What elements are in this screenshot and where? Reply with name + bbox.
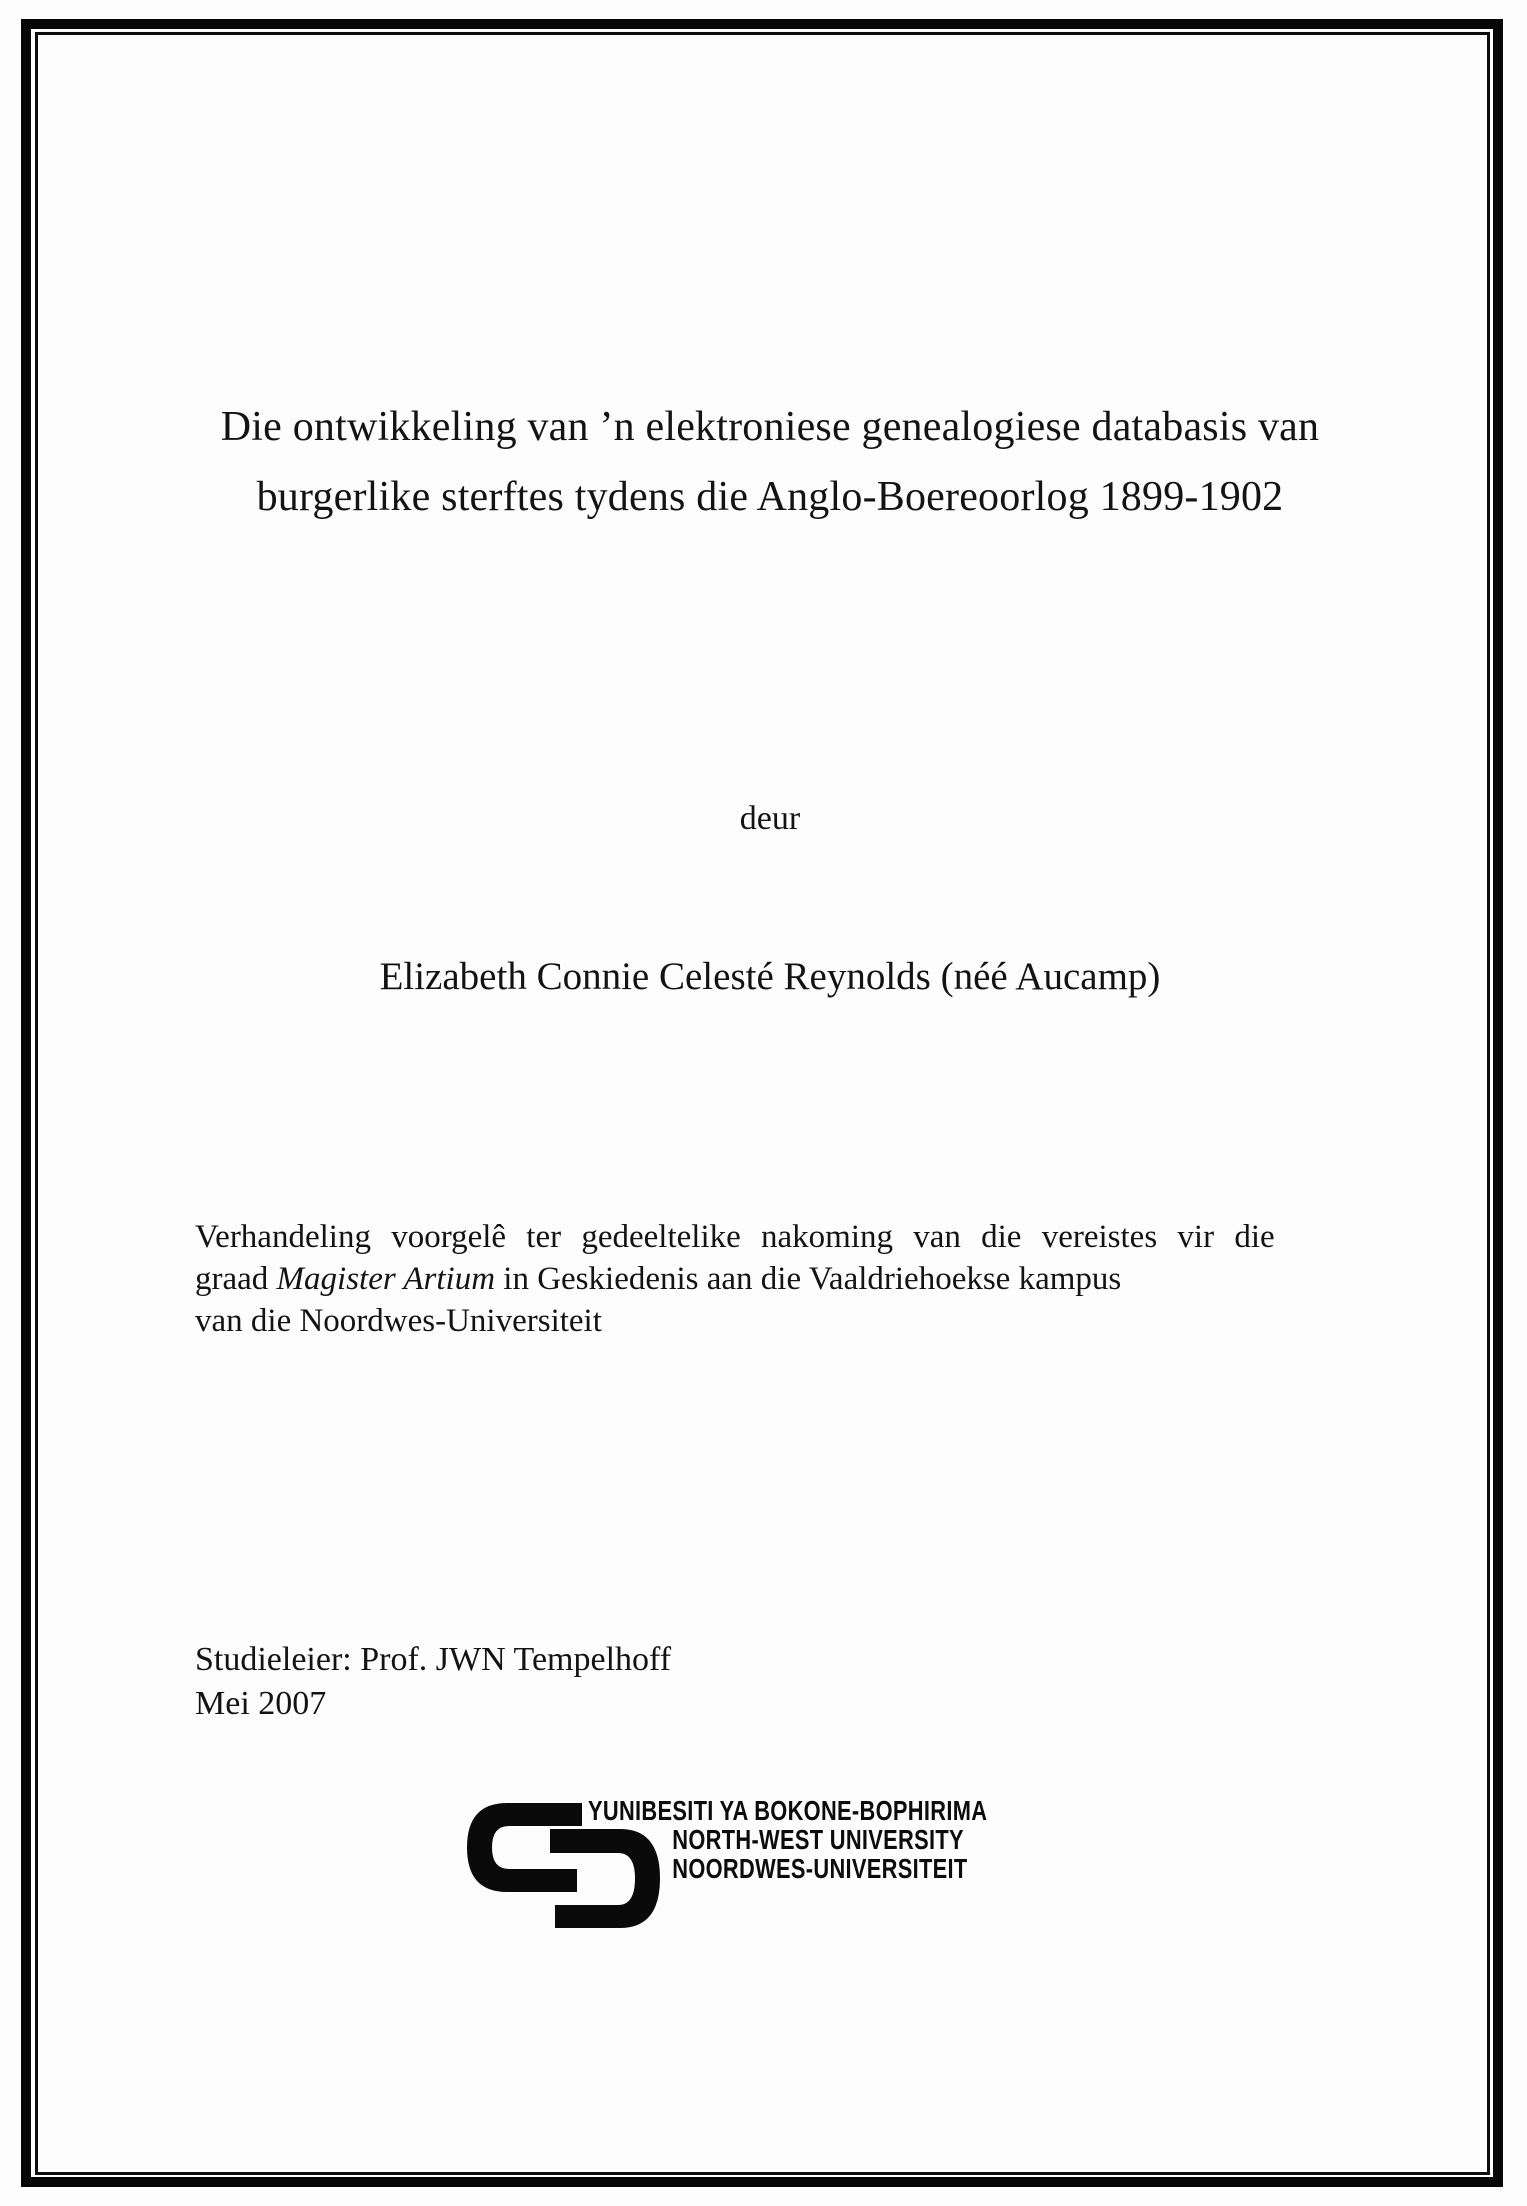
magister-artium-italic: Magister Artium [276,1261,496,1297]
thesis-title [195,392,1345,532]
byline: deur [739,800,801,837]
university-logo [455,1795,1115,1940]
title-line-2: burgerlike sterftes tydens die Anglo-Boereoorlog 1899-1902 [256,474,1284,520]
statement-line-2-prefix: graad [195,1261,269,1297]
wordmark-line-1: YUNIBESITI YA BOKONE-BOPHIRIMA [588,1795,988,1826]
statement-line-1: Verhandeling voorgelê ter gedeeltelike nakoming van die vereistes vir die [195,1219,1275,1255]
degree-statement [195,1216,1345,1342]
statement-line-2 [195,1258,1345,1300]
wordmark-line-2: NORTH-WEST UNIVERSITY [672,1824,964,1855]
title-line-1: Die ontwikkeling van ’n elektroniese genealogiese databasis van [220,404,1320,450]
supervisor-block [195,1638,1345,1726]
author-name: Elizabeth Connie Celesté Reynolds (néé Aucamp) [379,955,1161,998]
logo-wordmark [588,1796,987,1883]
supervisor-line: Studieleier: Prof. JWN Tempelhoff [195,1641,672,1678]
statement-line-3: van die Noordwes-Universiteit [195,1303,602,1339]
date-line: Mei 2007 [195,1685,327,1722]
wordmark-line-3: NOORDWES-UNIVERSITEIT [672,1853,968,1884]
statement-line-2-suffix: in Geskiedenis aan die Vaaldriehoekse kampus [503,1261,1122,1297]
